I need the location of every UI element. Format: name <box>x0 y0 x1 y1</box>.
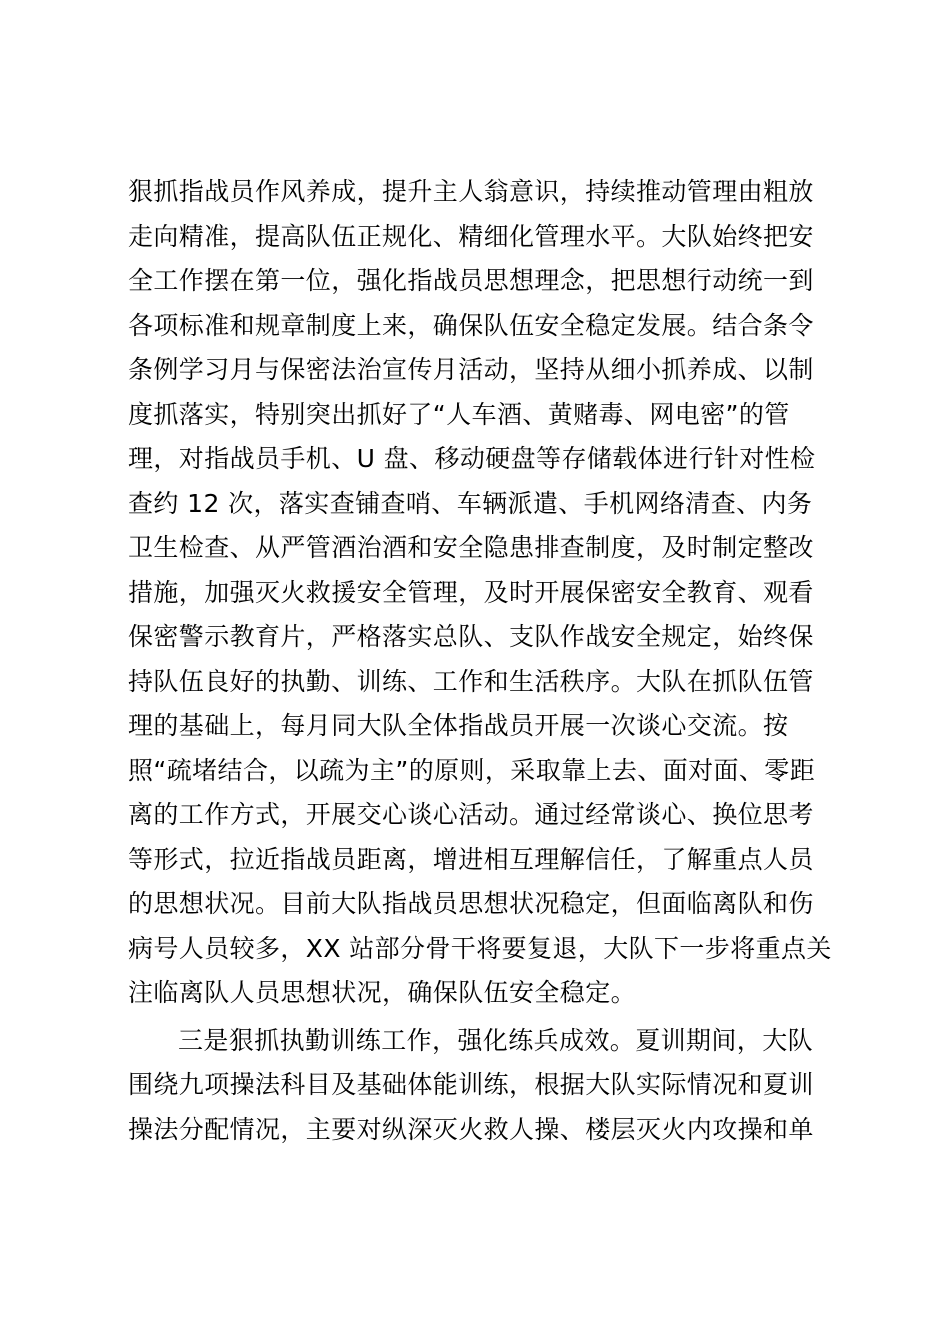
text-line: 度抓落实，特别突出抓好了“人车酒、黄赌毒、网电密”的管 <box>128 399 790 429</box>
body-text <box>128 170 832 1152</box>
text-line: 查约 12 次，落实查铺查哨、车辆派遣、手机网络清查、内务 <box>128 488 813 518</box>
text-line: 照“疏堵结合，以疏为主”的原则，采取靠上去、面对面、零距 <box>128 755 816 785</box>
text-line: 离的工作方式，开展交心谈心活动。通过经常谈心、换位思考 <box>128 800 814 829</box>
text-line: 条例学习月与保密法治宣传月活动，坚持从细小抓养成、以制 <box>128 355 814 384</box>
text-line: 理，对指战员手机、U 盘、移动硬盘等存储载体进行针对性检 <box>128 444 816 473</box>
text-line: 等形式，拉近指战员距离，增进相互理解信任，了解重点人员 <box>128 844 814 874</box>
text-line: 操法分配情况，主要对纵深灭火救人操、楼层灭火内攻操和单 <box>128 1114 814 1144</box>
text-line: 病号人员较多，XX 站部分骨干将要复退，大队下一步将重点关 <box>128 933 832 963</box>
text-line: 的思想状况。目前大队指战员思想状况稳定，但面临离队和伤 <box>128 889 814 918</box>
text-line: 卫生检查、从严管酒治酒和安全隐患排查制度，及时制定整改 <box>128 533 814 562</box>
text-line: 注临离队人员思想状况，确保队伍安全稳定。 <box>128 978 637 1007</box>
text-line: 围绕九项操法科目及基础体能训练，根据大队实际情况和夏训 <box>128 1070 814 1099</box>
paragraph-2 <box>128 1019 828 1153</box>
text-line: 各项标准和规章制度上来，确保队伍安全稳定发展。结合条令 <box>128 310 814 340</box>
text-line: 保密警示教育片，严格落实总队、支队作战安全规定，始终保 <box>128 622 814 651</box>
text-line: 走向精准，提高队伍正规化、精细化管理水平。大队始终把安 <box>128 221 814 251</box>
text-line: 措施，加强灭火救援安全管理，及时开展保密安全教育、观看 <box>128 577 814 607</box>
text-line: 狠抓指战员作风养成，提升主人翁意识，持续推动管理由粗放 <box>128 177 814 206</box>
paragraph-1 <box>128 170 832 1016</box>
text-line: 持队伍良好的执勤、训练、工作和生活秩序。大队在抓队伍管 <box>128 666 814 696</box>
text-line: 三是狠抓执勤训练工作，强化练兵成效。夏训期间，大队 <box>178 1025 814 1055</box>
text-line: 全工作摆在第一位，强化指战员思想理念，把思想行动统一到 <box>128 266 814 295</box>
text-line: 理的基础上，每月同大队全体指战员开展一次谈心交流。按 <box>128 711 789 740</box>
